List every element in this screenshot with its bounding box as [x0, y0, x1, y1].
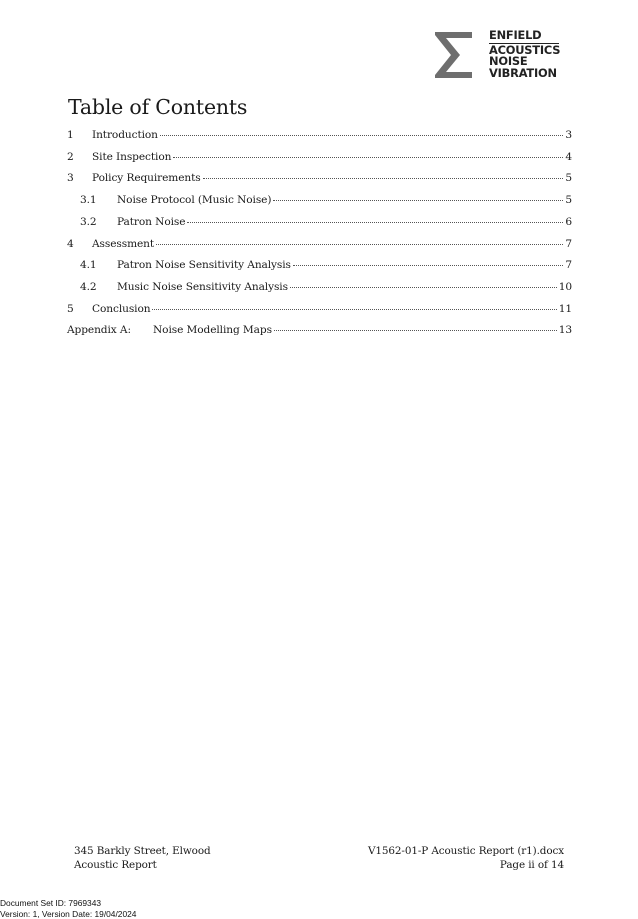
page-title: Table of Contents: [68, 95, 248, 119]
toc-entry-number: 4: [67, 237, 74, 250]
toc-entry-number: 3.2: [80, 215, 97, 228]
toc-entry-policy-requirements[interactable]: [67, 172, 572, 192]
footer-page-number: Page ii of 14: [499, 858, 564, 871]
toc-entry-label: Assessment: [92, 237, 155, 250]
toc-entry-conclusion[interactable]: [67, 303, 572, 323]
toc-entry-page: 3: [565, 129, 572, 141]
document-set-stamp: Document Set ID: 7969343: [0, 898, 102, 908]
toc-entry-label: Patron Noise Sensitivity Analysis: [117, 259, 291, 272]
dot-leader: [187, 222, 563, 223]
toc-entry-page: 10: [558, 280, 572, 293]
toc-entry-patron-noise-sensitivity[interactable]: [67, 259, 572, 279]
logo-wordmark: [489, 30, 579, 79]
toc-entry-label: Noise Modelling Maps: [153, 324, 272, 337]
toc-entry-site-inspection[interactable]: [67, 151, 572, 171]
dot-leader: [152, 309, 556, 310]
toc-entry-number: Appendix A:: [67, 324, 131, 337]
footer-report-type: Acoustic Report: [74, 858, 157, 871]
logo-line-3: NOISE: [489, 54, 528, 69]
toc-entry-music-noise-sensitivity[interactable]: [67, 281, 572, 301]
footer-filename: V1562-01-P Acoustic Report (r1).docx: [367, 845, 564, 857]
toc-entry-page: 13: [558, 324, 572, 337]
version-stamp: Version: 1, Version Date: 19/04/2024: [0, 909, 137, 919]
toc-entry-page: 5: [565, 172, 572, 185]
toc-entry-appendix-a[interactable]: [67, 324, 572, 344]
toc-entry-label: Policy Requirements: [92, 172, 201, 185]
toc-entry-page: 4: [565, 150, 572, 163]
toc-entry-label: Patron Noise: [117, 215, 186, 228]
dot-leader: [274, 330, 557, 331]
footer-address: 345 Barkly Street, Elwood: [74, 845, 211, 857]
toc-entry-label: Noise Protocol (Music Noise): [117, 194, 272, 207]
company-logo: [432, 30, 572, 82]
dot-leader: [273, 200, 563, 201]
toc-entry-page: 5: [565, 194, 572, 207]
toc-entry-number: 2: [67, 150, 74, 163]
toc-entry-introduction[interactable]: [67, 129, 572, 149]
logo-line-4: VIBRATION: [489, 65, 557, 80]
logo-line-2: ACOUSTICS: [489, 42, 561, 57]
dot-leader: [203, 178, 564, 179]
toc-entry-page: 6: [565, 215, 572, 228]
toc-entry-page: 11: [558, 302, 572, 315]
dot-leader: [160, 135, 563, 136]
toc-entry-number: 4.2: [80, 280, 97, 293]
toc-entry-number: 5: [67, 302, 74, 315]
footer-left: [74, 845, 211, 872]
dot-leader: [290, 287, 557, 288]
toc-entry-label: Conclusion: [92, 302, 151, 315]
toc-entry-noise-protocol[interactable]: [67, 194, 572, 214]
toc-entry-assessment[interactable]: [67, 238, 572, 258]
toc-entry-patron-noise[interactable]: [67, 216, 572, 236]
dot-leader: [173, 157, 563, 158]
toc-entry-label: Site Inspection: [92, 150, 172, 163]
toc-entry-number: 3: [67, 172, 74, 185]
footer-right: [368, 845, 564, 872]
toc-entry-label: Music Noise Sensitivity Analysis: [117, 280, 288, 293]
sigma-logo-icon: [432, 30, 476, 80]
dot-leader: [156, 244, 563, 245]
dot-leader: [293, 265, 563, 266]
toc-entry-page: 7: [565, 259, 572, 272]
toc-entry-number: 3.1: [80, 194, 97, 207]
toc-entry-label: Introduction: [92, 129, 158, 141]
logo-line-1: ENFIELD: [489, 30, 559, 44]
toc-entry-page: 7: [565, 237, 572, 250]
toc-entry-number: 1: [67, 129, 74, 141]
toc-entry-number: 4.1: [80, 259, 97, 272]
